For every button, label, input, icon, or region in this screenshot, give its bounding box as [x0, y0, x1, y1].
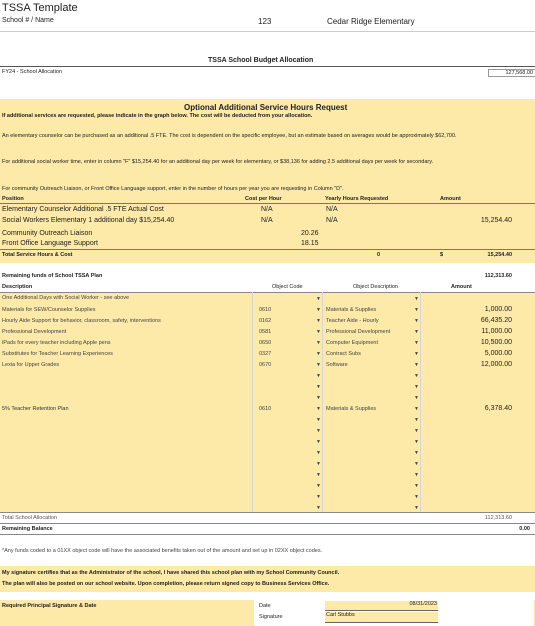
retention-obj[interactable]: Materials & Supplies: [326, 406, 377, 412]
dropdown-arrow-icon[interactable]: ▼: [316, 417, 321, 423]
plan-item-7-desc[interactable]: Lexia for Upper Grades: [2, 362, 60, 368]
plan-item-4-code[interactable]: 0581: [259, 329, 272, 335]
plan-item-6-amount[interactable]: 5,000.00: [484, 350, 512, 357]
pos-row-2-cost: N/A: [261, 217, 273, 224]
dropdown-arrow-icon[interactable]: ▼: [316, 340, 321, 346]
dropdown-arrow-icon[interactable]: ▼: [414, 329, 419, 335]
plan-top-line: [0, 292, 535, 293]
plan-col-divider-3: [420, 292, 421, 512]
fy-amount[interactable]: 127,568.00: [488, 69, 535, 77]
retention-label: 5% Teacher Retention Plan: [2, 406, 69, 412]
plan-item-2-desc[interactable]: Materials for SEW/Counselor Supplies: [2, 307, 96, 313]
plan-item-2-obj[interactable]: Materials & Supplies: [326, 307, 377, 313]
optional-instruction: If additional services are requested, please indicate in the graph below. The cost will be deducted from your allocation.: [2, 113, 313, 119]
optional-header-line: [0, 203, 535, 204]
plan-item-4-obj[interactable]: Professional Development: [326, 329, 391, 335]
plan-item-5-code[interactable]: 0650: [259, 340, 272, 346]
dropdown-arrow-icon[interactable]: ▼: [316, 472, 321, 478]
plan-item-3-obj[interactable]: Teacher Aide - Hourly: [326, 318, 379, 324]
dropdown-arrow-icon[interactable]: ▼: [414, 461, 419, 467]
dropdown-arrow-icon[interactable]: ▼: [414, 384, 419, 390]
dropdown-arrow-icon[interactable]: ▼: [414, 450, 419, 456]
col-position: Position: [2, 196, 24, 202]
budget-title: TSSA School Budget Allocation: [208, 57, 314, 64]
dropdown-arrow-icon[interactable]: ▼: [316, 428, 321, 434]
dropdown-arrow-icon[interactable]: ▼: [414, 296, 419, 302]
benefits-note: *Any funds coded to a 01XX object code will have the associated benefits taken out of the amount and set up in 02XX object codes.: [2, 548, 323, 554]
optional-p1: An elementary counselor can be purchased as an additional .5 FTE. The cost is dependent on the specific employee, but an estimate based on averages would be approximately $62,700.: [2, 133, 457, 139]
dropdown-arrow-icon[interactable]: ▼: [316, 494, 321, 500]
col-amount: Amount: [440, 196, 461, 202]
pos-row-3-cost: 20.26: [301, 230, 319, 237]
dropdown-arrow-icon[interactable]: ▼: [414, 362, 419, 368]
dropdown-arrow-icon[interactable]: ▼: [316, 395, 321, 401]
pos-row-4-position: Front Office Language Support: [2, 240, 98, 247]
dropdown-arrow-icon[interactable]: ▼: [414, 351, 419, 357]
plan-col-divider-2: [322, 292, 323, 512]
total-service-hours: 0: [377, 252, 381, 258]
budget-divider: [0, 66, 535, 67]
pos-row-1-hours[interactable]: N/A: [326, 206, 338, 213]
dropdown-arrow-icon[interactable]: ▼: [414, 373, 419, 379]
dropdown-arrow-icon[interactable]: ▼: [316, 406, 321, 412]
signature-label: Signature: [259, 614, 283, 620]
optional-title: Optional Additional Service Hours Request: [184, 103, 348, 112]
pos-row-1-cost: N/A: [261, 206, 273, 213]
pos-row-2-hours[interactable]: N/A: [326, 217, 338, 224]
date-label: Date: [259, 603, 271, 609]
plan-item-7-code[interactable]: 0670: [259, 362, 272, 368]
col-plan-amount: Amount: [451, 284, 472, 290]
dropdown-arrow-icon[interactable]: ▼: [414, 439, 419, 445]
plan-item-7-obj[interactable]: Software: [326, 362, 348, 368]
plan-item-7-amount[interactable]: 12,000.00: [480, 361, 512, 368]
pos-row-2-amount[interactable]: 15,254.40: [480, 217, 512, 224]
remaining-balance-label: Remaining Balance: [2, 526, 53, 532]
plan-item-3-amount[interactable]: 66,435.20: [480, 317, 512, 324]
total-allocation-label: Total School Allocation: [2, 515, 58, 521]
dropdown-arrow-icon[interactable]: ▼: [316, 318, 321, 324]
dropdown-arrow-icon[interactable]: ▼: [414, 340, 419, 346]
dropdown-arrow-icon[interactable]: ▼: [414, 307, 419, 313]
school-label: School # / Name: [2, 17, 54, 24]
plan-item-4-desc[interactable]: Professional Development: [2, 329, 67, 335]
col-description: Description: [2, 284, 33, 290]
plan-col-divider-1: [252, 292, 253, 512]
plan-item-6-code[interactable]: 0327: [259, 351, 272, 357]
optional-section: [0, 99, 535, 263]
dropdown-arrow-icon[interactable]: ▼: [316, 296, 321, 302]
signature-field[interactable]: Carl Stubbs: [325, 612, 438, 623]
total-service-amount: 15,254.40: [487, 252, 512, 258]
pos-row-2-position: Social Workers Elementary 1 additional day $15,254.40: [2, 217, 175, 224]
dropdown-arrow-icon[interactable]: ▼: [316, 439, 321, 445]
remaining-balance-amount: 0.00: [519, 526, 530, 532]
plan-item-1-desc[interactable]: One Additional Days with Social Worker - see above: [2, 295, 130, 301]
dropdown-arrow-icon[interactable]: ▼: [414, 395, 419, 401]
col-object-code: Object Code: [272, 284, 303, 290]
fy-label: FY24 - School Allocation: [2, 69, 62, 75]
total-currency: $: [440, 252, 444, 258]
plan-item-3-desc[interactable]: Hourly Aide Support for behavior, classroom, safety, interventions: [2, 318, 161, 324]
dropdown-arrow-icon[interactable]: ▼: [316, 351, 321, 357]
dropdown-arrow-icon[interactable]: ▼: [316, 450, 321, 456]
col-cost: Cost per Hour: [245, 196, 282, 202]
plan-item-5-amount[interactable]: 10,500.00: [480, 339, 512, 346]
remaining-funds-label: Remaining funds of School TSSA Plan: [2, 273, 103, 279]
dropdown-arrow-icon[interactable]: ▼: [414, 483, 419, 489]
dropdown-arrow-icon[interactable]: ▼: [316, 505, 321, 511]
certify-line-1: My signature certifies that as the Administrator of the school, I have shared this school plan with my School Community Council.: [2, 570, 340, 576]
total-allocation-amount: 112,313.60: [484, 515, 512, 521]
remaining-funds-amount: 112,313.60: [484, 273, 512, 279]
pos-row-1-position: Elementary Counselor Additional .5 FTE Actual Cost: [2, 206, 164, 213]
plan-item-4-amount[interactable]: 11,000.00: [481, 328, 512, 335]
dropdown-arrow-icon[interactable]: ▼: [316, 329, 321, 335]
template-title: TSSA Template: [2, 2, 78, 14]
plan-block: [0, 292, 535, 512]
dropdown-arrow-icon[interactable]: ▼: [414, 494, 419, 500]
plan-item-5-desc[interactable]: iPads for every teacher including Apple pens: [2, 340, 111, 346]
col-hours: Yearly Hours Requested: [325, 196, 389, 202]
dropdown-arrow-icon[interactable]: ▼: [316, 384, 321, 390]
dropdown-arrow-icon[interactable]: ▼: [414, 472, 419, 478]
dropdown-arrow-icon[interactable]: ▼: [316, 362, 321, 368]
dropdown-arrow-icon[interactable]: ▼: [414, 417, 419, 423]
pos-row-3-position: Community Outreach Liaison: [2, 230, 93, 237]
remaining-balance-line: [0, 534, 535, 535]
school-name[interactable]: Cedar Ridge Elementary: [327, 17, 415, 26]
date-field[interactable]: 08/31/2023: [325, 601, 438, 611]
col-object-desc: Object Description: [353, 284, 398, 290]
school-number[interactable]: 123: [258, 17, 272, 26]
certify-line-2: The plan will also be posted on our school website. Upon completion, please return signed copy to Business Services Office.: [2, 581, 330, 587]
plan-item-2-code[interactable]: 0610: [259, 307, 272, 313]
plan-item-3-code[interactable]: 0162: [259, 318, 272, 324]
dropdown-arrow-icon[interactable]: ▼: [316, 483, 321, 489]
pos-row-4-cost: 18.15: [301, 240, 319, 247]
retention-code[interactable]: 0610: [259, 406, 272, 412]
dropdown-arrow-icon[interactable]: ▼: [414, 318, 419, 324]
header-divider: [0, 31, 535, 32]
dropdown-arrow-icon[interactable]: ▼: [414, 406, 419, 412]
total-service-label: Total Service Hours & Cost: [2, 252, 73, 258]
dropdown-arrow-icon[interactable]: ▼: [316, 307, 321, 313]
dropdown-arrow-icon[interactable]: ▼: [316, 373, 321, 379]
dropdown-arrow-icon[interactable]: ▼: [414, 428, 419, 434]
plan-bottom-line: [0, 512, 535, 513]
plan-item-5-obj[interactable]: Computer Equipment: [326, 340, 378, 346]
plan-item-6-obj[interactable]: Contract Subs: [326, 351, 361, 357]
optional-p3: For community Outreach Liaison, or Front Office Language support, enter in the number of hours per year you are requesting in Column "D".: [2, 186, 344, 192]
total-allocation-line: [0, 523, 535, 524]
signature-required-label: Required Principal Signature & Date: [2, 603, 97, 609]
retention-amount[interactable]: 6,378.40: [484, 405, 512, 412]
optional-p2: For additional social worker time, enter in column "F" $15,254.40 for an additional day per week for elementary, or $38,136 for adding 2.5 additional days per week for secondary.: [2, 159, 434, 165]
plan-item-2-amount[interactable]: 1,000.00: [484, 306, 512, 313]
dropdown-arrow-icon[interactable]: ▼: [316, 461, 321, 467]
plan-item-6-desc[interactable]: Substitutes for Teacher Learning Experiences: [2, 351, 113, 357]
optional-total-line: [0, 249, 535, 250]
dropdown-arrow-icon[interactable]: ▼: [414, 505, 419, 511]
